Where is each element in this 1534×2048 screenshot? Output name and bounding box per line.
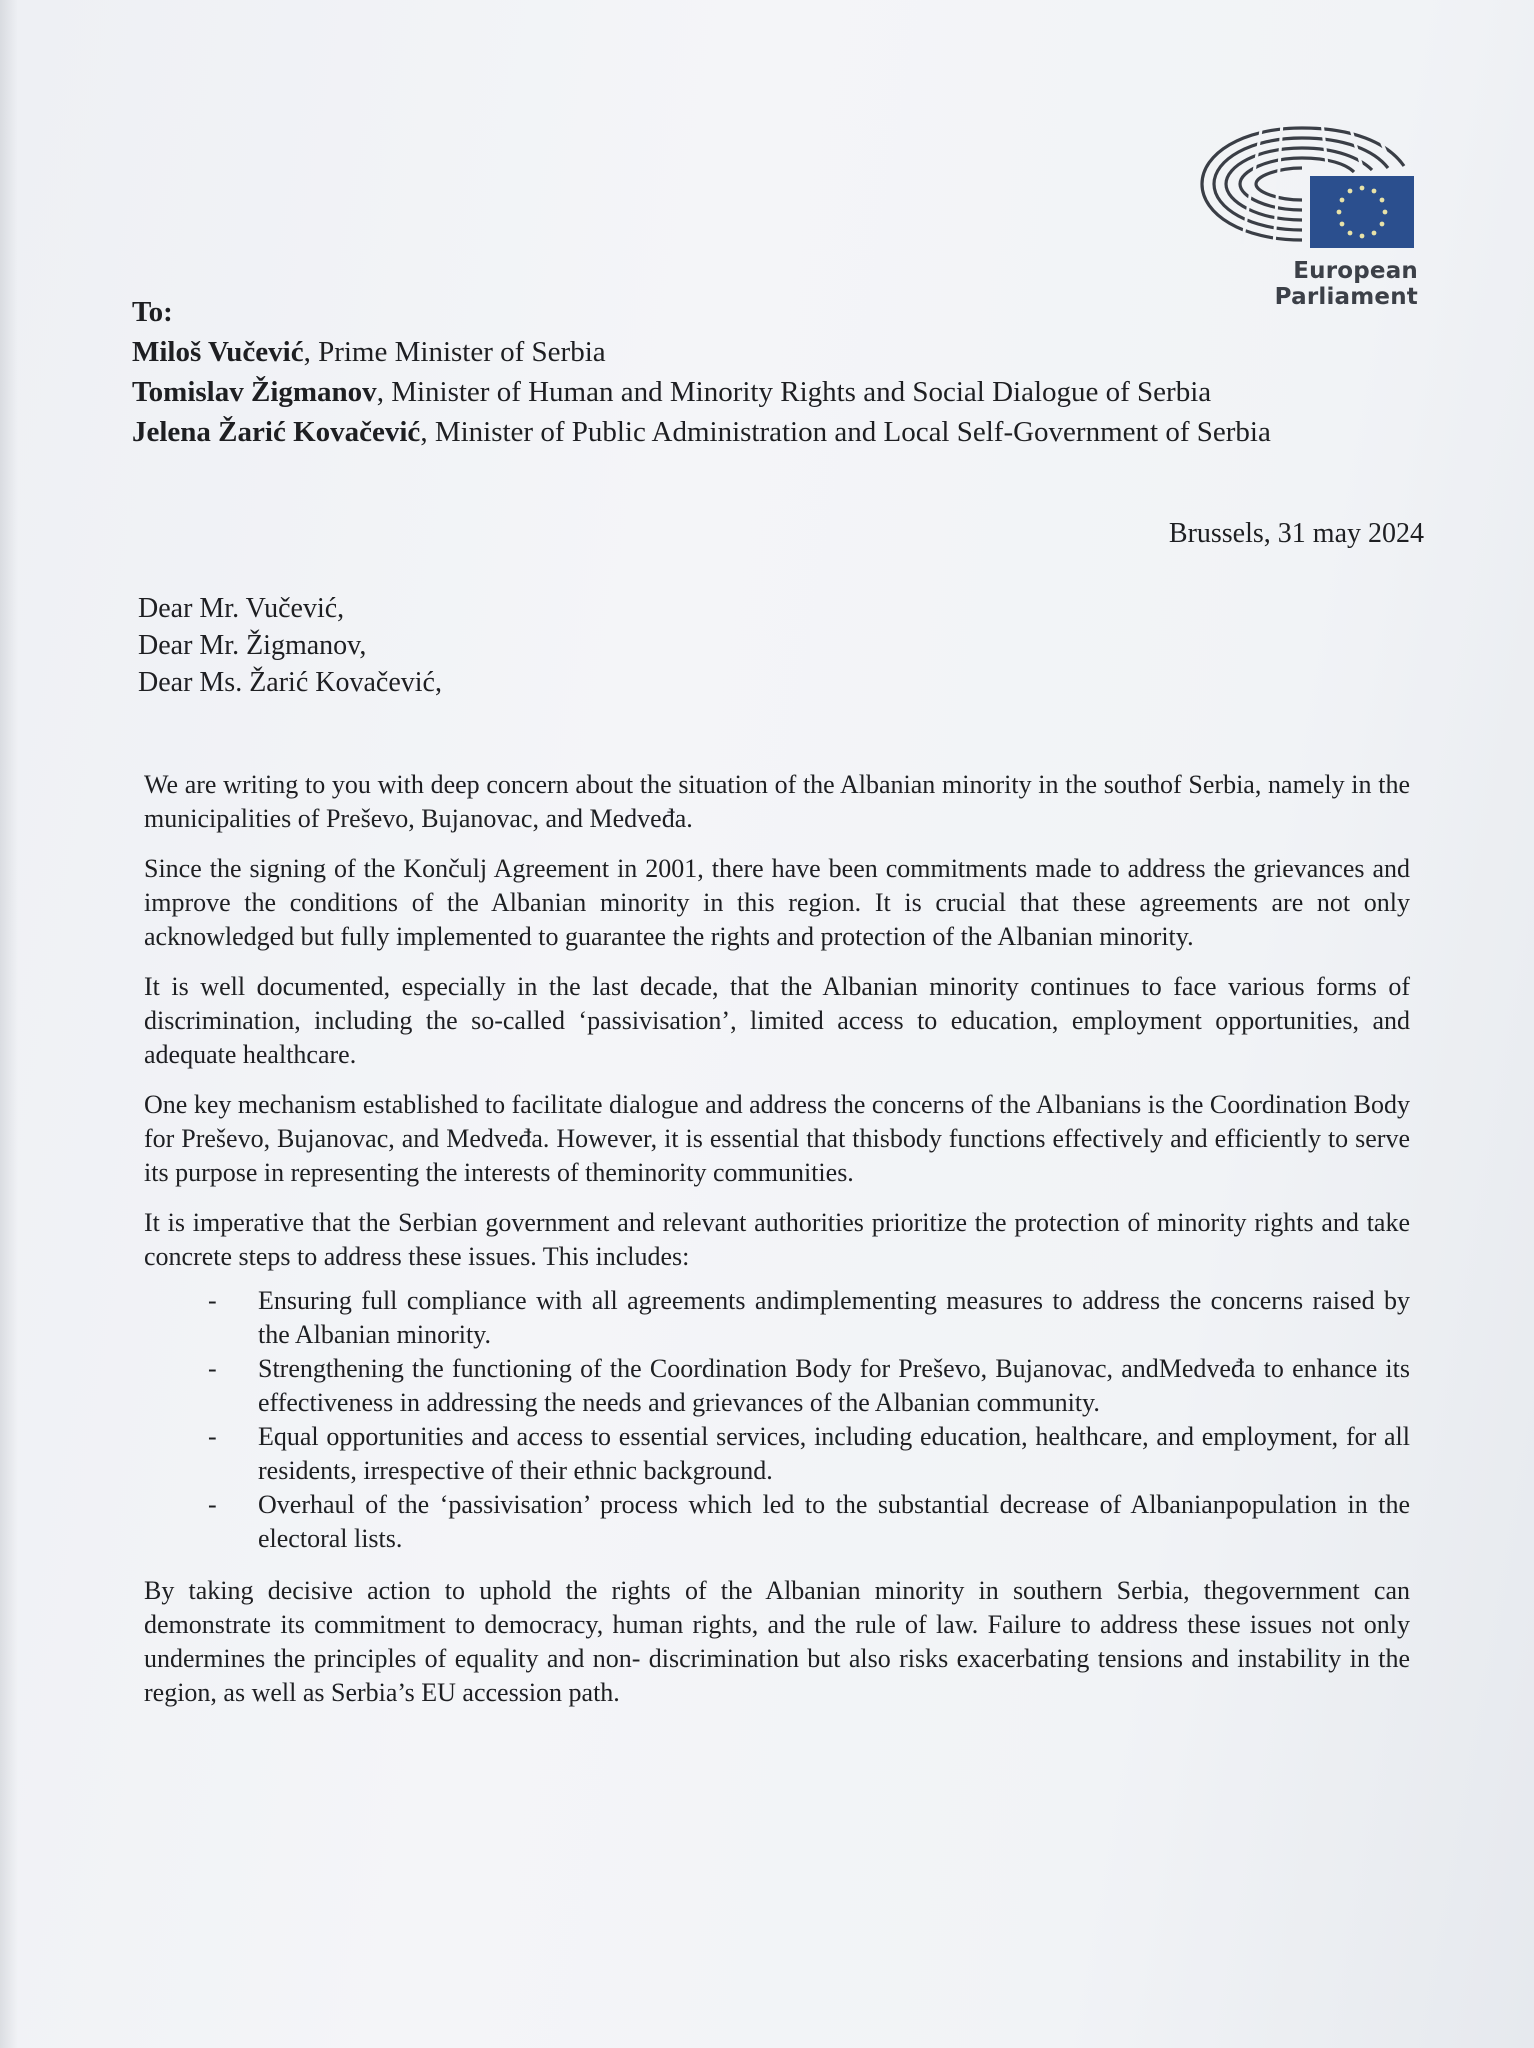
body-paragraph: Since the signing of the Končulj Agreement in 2001, there have been commitments made to address the grievances and improve the conditions of the Albanian minority in this region. It is crucial that these agreements are not only acknowledged but fully implemented to guarantee the rights and protection of the Albanian minority. <box>144 854 1410 951</box>
list-item <box>144 1352 1410 1420</box>
salutation-line: Dear Ms. Žarić Kovačević, <box>138 667 442 698</box>
bullet-dash: - <box>208 1354 217 1383</box>
closing-paragraph: By taking decisive action to uphold the rights of the Albanian minority in southern Serbia, thegovernment can demonstrate its commitment to democracy, human rights, and the rule of law. Failure to address these issues not only undermines the principles of equality and non- discrimination but also risks exacerbating tensions and instability in the region, as well as Serbia’s EU accession path. <box>144 1576 1410 1707</box>
recipient-line <box>132 372 1271 412</box>
recipient-line <box>132 412 1271 452</box>
recipient-role: , Minister of Public Administration and Local Self-Government of Serbia <box>420 416 1271 448</box>
bullet-dash: - <box>208 1286 217 1315</box>
list-item-text: Ensuring full compliance with all agreements andimplementing measures to address the concerns raised by the Albanian minority. <box>258 1286 1410 1349</box>
list-item-text: Overhaul of the ‘passivisation’ process which led to the substantial decrease of Albanianpopulation in the electoral lists. <box>258 1490 1410 1553</box>
hemicycle-icon <box>1182 114 1418 254</box>
body-paragraph: One key mechanism established to facilitate dialogue and address the concerns of the Albanians is the Coordination Body for Preševo, Bujanovac, and Medveđa. However, it is essential that thisbody functions effectively and efficiently to serve its purpose in representing the interests of theminority communities. <box>144 1090 1410 1187</box>
list-item-text: Equal opportunities and access to essential services, including education, healthcare, and employment, for all residents, irrespective of their ethnic background. <box>258 1422 1410 1485</box>
body-paragraph: It is imperative that the Serbian government and relevant authorities prioritize the protection of minority rights and take concrete steps to address these issues. This includes: <box>144 1208 1410 1271</box>
recipient-role: , Prime Minister of Serbia <box>303 336 606 368</box>
recipient-name: Miloš Vučević <box>132 336 304 368</box>
recipient-role: , Minister of Human and Minority Rights and Social Dialogue of Serbia <box>376 376 1212 408</box>
salutation-line: Dear Mr. Vučević, <box>138 593 345 624</box>
recipient-name: Jelena Žarić Kovačević <box>132 416 421 448</box>
list-item-text: Strengthening the functioning of the Coordination Body for Preševo, Bujanovac, andMedveđa to enhance its effectiveness in addressing the needs and grievances of the Albanian community. <box>258 1354 1410 1417</box>
logo-wordmark: European Parliament <box>1274 258 1418 310</box>
bullet-dash: - <box>208 1490 217 1519</box>
list-item <box>144 1488 1410 1556</box>
recipient-name: Tomislav Žigmanov <box>132 376 377 408</box>
list-item <box>144 1284 1410 1352</box>
recipients-block <box>132 292 1271 452</box>
demands-list <box>144 1284 1410 1556</box>
bullet-dash: - <box>208 1422 217 1451</box>
letter-body <box>144 768 1410 1726</box>
salutations-block <box>138 590 442 701</box>
recipient-line <box>132 332 1271 372</box>
to-label: To: <box>132 296 173 328</box>
body-paragraph: It is well documented, especially in the last decade, that the Albanian minority continues to face various forms of discrimination, including the so-called ‘passivisation’, limited access to education, employment opportunities, and adequate healthcare. <box>144 972 1410 1069</box>
salutation-line: Dear Mr. Žigmanov, <box>138 630 367 661</box>
european-parliament-logo <box>1168 114 1418 310</box>
body-paragraph: We are writing to you with deep concern about the situation of the Albanian minority in the southof Serbia, namely in the municipalities of Preševo, Bujanovac, and Medveđa. <box>144 770 1410 833</box>
list-item <box>144 1420 1410 1488</box>
letter-date: Brussels, 31 may 2024 <box>1168 518 1424 549</box>
